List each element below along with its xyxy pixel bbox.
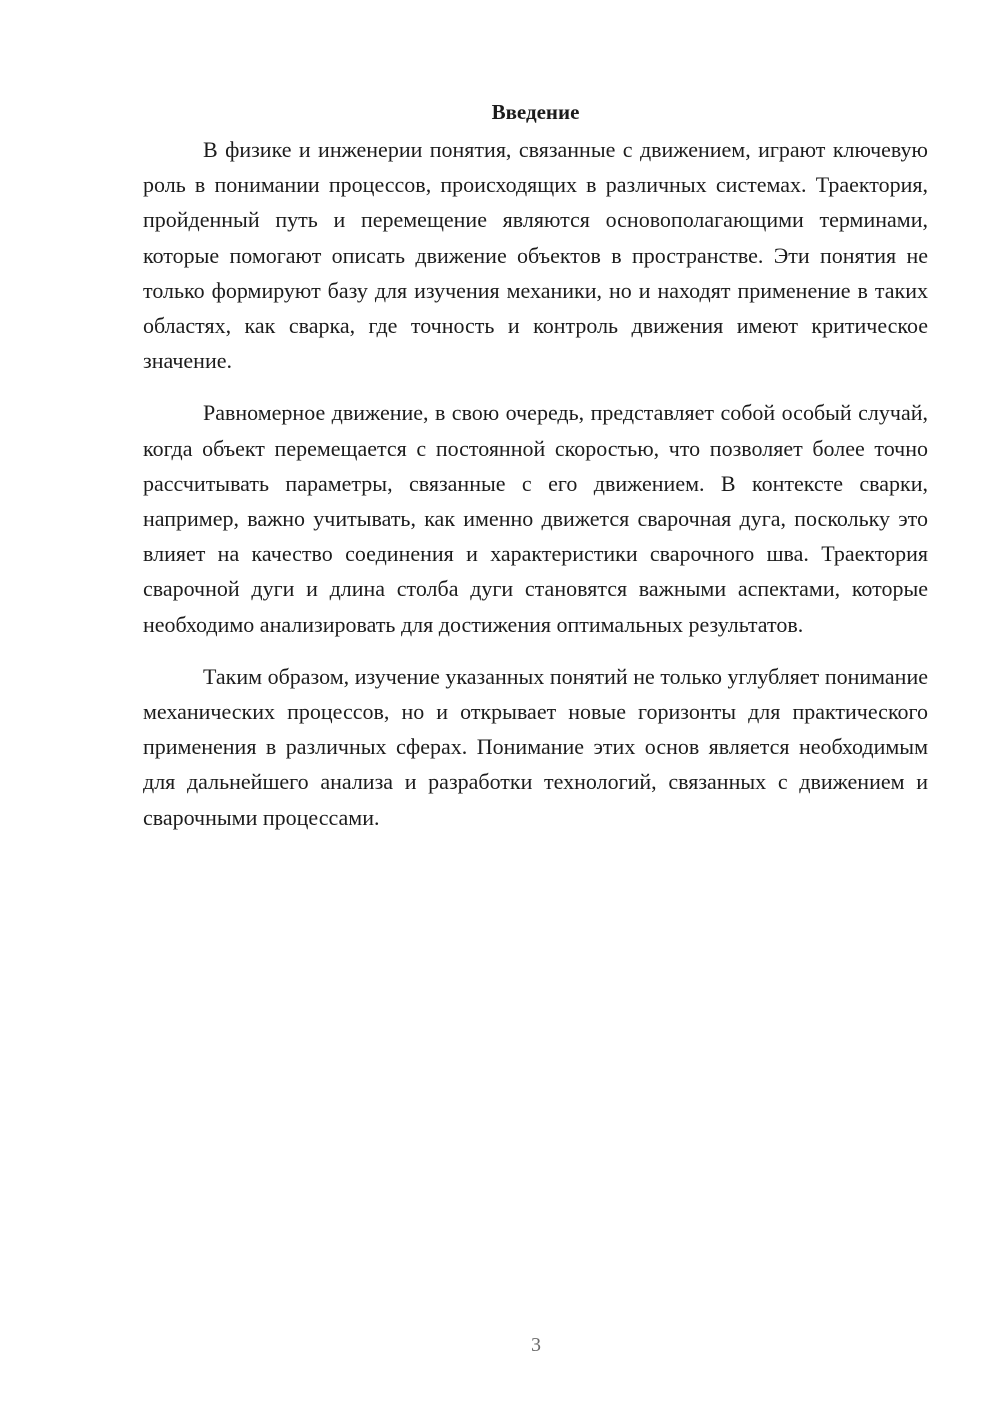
paragraph-3: Таким образом, изучение указанных понятий не только углубляет понимание механических процессов, но и открывает новые горизонты для практического применения в различных сферах. Понимание этих основ является необходимым для дальнейшего анализа и разработки технологий, связанных с движением и сварочными процессами. — [143, 663, 928, 830]
document-body — [143, 97, 928, 852]
paragraph-2: Равномерное движение, в свою очередь, представляет собой особый случай, когда объект перемещается с постоянной скоростью, что позволяет более точно рассчитывать параметры, связанные с его движением. В контексте сварки, например, важно учитывать, как именно движется сварочная дуга, поскольку это влияет на качество соединения и характеристики сварочного шва. Траектория сварочной дуги и длина столба дуги становятся важными аспектами, которые необходимо анализировать для достижения оптимальных результатов. — [143, 400, 928, 637]
paragraph-1: В физике и инженерии понятия, связанные с движением, играют ключевую роль в понимании процессов, происходящих в различных системах. Траектория, пройденный путь и перемещение являются основополагающими терминами, которые помогают описать движение объектов в пространстве. Эти понятия не только формируют базу для изучения механики, но и находят применение в таких областях, как сварка, где точность и контроль движения имеют критическое значение. — [143, 137, 928, 374]
section-title: Введение — [491, 100, 580, 124]
page-number: 3 — [531, 1334, 541, 1356]
